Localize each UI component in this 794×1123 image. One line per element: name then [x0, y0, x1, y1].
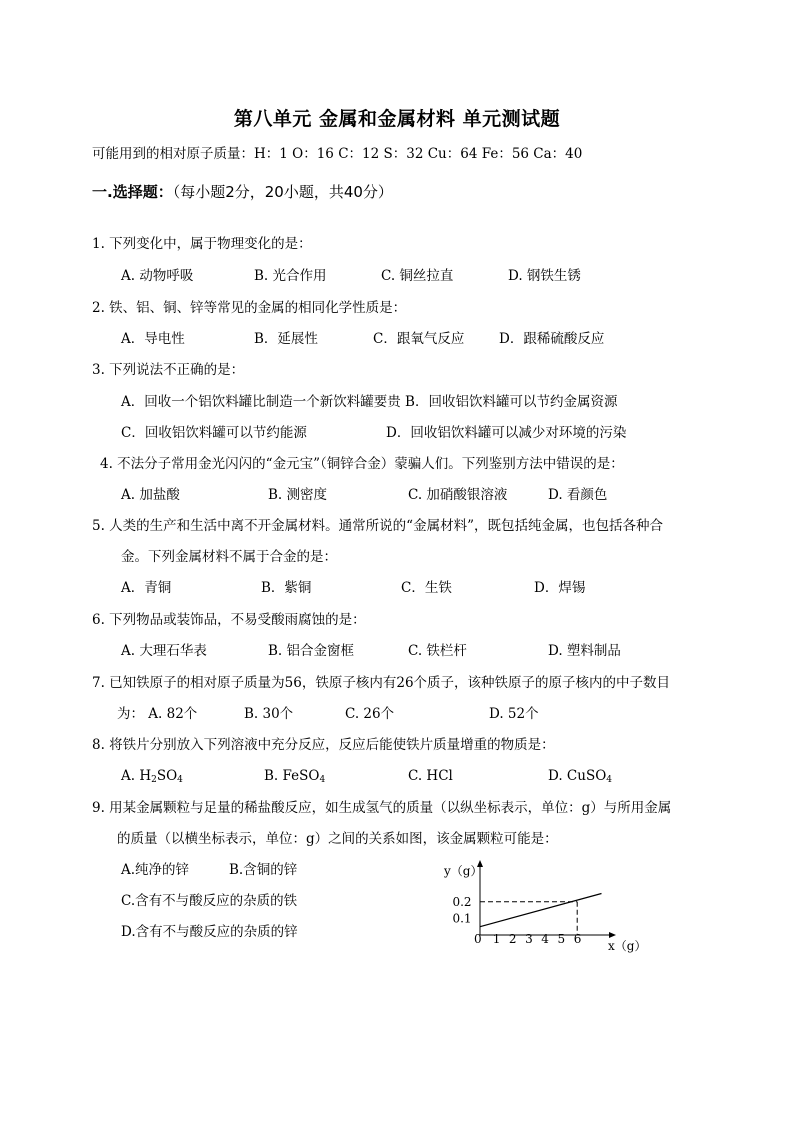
- q6-stem: 6. 下列物品或装饰品，不易受酸雨腐蚀的是：: [92, 612, 366, 628]
- x-tick-label: 6: [573, 932, 582, 946]
- q9-stem-line2: 的质量（以横坐标表示，单位：g）之间的关系如图，该金属颗粒可能是：: [117, 831, 558, 847]
- q2-option-b: B．延展性: [254, 331, 318, 347]
- q8-d-subscript: 4: [606, 775, 612, 785]
- q4-option-d: D. 看颜色: [548, 487, 608, 503]
- q9-option-c: C.含有不与酸反应的杂质的铁: [121, 893, 298, 909]
- q2-stem: 2. 铁、铝、铜、锌等常见的金属的相同化学性质是：: [92, 300, 407, 316]
- y-tick-label: 0.2: [452, 894, 472, 909]
- q5-option-b: B．紫铜: [261, 580, 312, 596]
- q5-option-d: D．焊锡: [534, 580, 586, 596]
- x-axis-label: x（g）: [608, 939, 647, 953]
- q6-option-b: B. 铝合金窗框: [268, 643, 355, 659]
- q6-option-c: C. 铁栏杆: [408, 643, 467, 659]
- q4-option-b: B. 测密度: [268, 487, 328, 503]
- q8-a-subscript1: 2: [151, 775, 157, 785]
- q8-option-a: [121, 768, 183, 784]
- q9-option-b: B.含铜的锌: [229, 862, 298, 878]
- q4-option-a: A. 加盐酸: [121, 487, 180, 503]
- q9-graph: [430, 852, 650, 964]
- q1-option-c: C. 铜丝拉直: [381, 268, 454, 284]
- q8-option-c: C. HCl: [408, 768, 453, 784]
- q1-stem: 1. 下列变化中，属于物理变化的是：: [92, 236, 312, 252]
- x-tick-label: 0: [474, 932, 482, 946]
- q8-option-d: [548, 768, 612, 784]
- q7-stem-line2: 为： A. 82个: [117, 706, 198, 722]
- page-title: 第八单元 金属和金属材料 单元测试题: [233, 108, 561, 130]
- q5-stem-line1: 5. 人类的生产和生活中离不开金属材料。通常所说的“金属材料”，既包括纯金属，也包括各种合: [92, 518, 663, 534]
- q3-option-d: D．回收铝饮料罐可以减少对环境的污染: [386, 425, 627, 441]
- q7-option-b: B. 30个: [244, 706, 294, 722]
- q8-a-subscript2: 4: [177, 775, 183, 785]
- q1-option-a: A. 动物呼吸: [121, 268, 194, 284]
- q5-option-a: A．青铜: [121, 580, 172, 596]
- q7-option-d: D. 52个: [489, 706, 539, 722]
- q7-option-c: C. 26个: [345, 706, 395, 722]
- q4-stem: 4. 不法分子常用金光闪闪的“金元宝”（铜锌合金）蒙骗人们。下列鉴别方法中错误的是：: [100, 456, 624, 472]
- q4-option-c: C. 加硝酸银溶液: [408, 487, 508, 503]
- q9-option-a: A.纯净的锌: [121, 862, 190, 878]
- section-title: 一.选择题：: [92, 183, 173, 201]
- q7-stem-line1: 7. 已知铁原子的相对原子质量为56，铁原子核内有26个质子，该种铁原子的原子核内的中子数目: [92, 675, 671, 691]
- q2-option-c: C．跟氧气反应: [373, 331, 465, 347]
- q8-d-text: D. CuSO: [548, 768, 607, 784]
- y-axis-label: y（g）: [444, 864, 483, 878]
- q1-option-d: D. 钢铁生锈: [508, 268, 581, 284]
- atomic-mass-line: 可能用到的相对原子质量：H：1 O：16 C：12 S：32 Cu：64 Fe：56 Ca：40: [92, 146, 583, 162]
- q8-a-text: A. H: [121, 768, 152, 784]
- x-tick-label: 4: [541, 932, 549, 946]
- q6-option-a: A. 大理石华表: [121, 643, 207, 659]
- q5-option-c: C．生铁: [401, 580, 452, 596]
- q8-b-text: B. FeSO: [264, 768, 320, 784]
- series-line: [480, 894, 602, 927]
- q6-option-d: D. 塑料制品: [548, 643, 621, 659]
- q9-stem-line1: 9. 用某金属颗粒与足量的稀盐酸反应，如生成氢气的质量（以纵坐标表示，单位：g）与所用金属: [92, 800, 672, 816]
- x-tick-label: 3: [525, 932, 533, 946]
- x-tick-label: 5: [557, 932, 566, 946]
- q3-option-c: C．回收铝饮料罐可以节约能源: [121, 425, 307, 441]
- q8-option-b: [264, 768, 325, 784]
- x-tick-label: 2: [508, 932, 517, 946]
- q9-option-d: D.含有不与酸反应的杂质的锌: [121, 924, 298, 940]
- q2-option-a: A．导电性: [121, 331, 185, 347]
- y-tick-label: 0.1: [452, 911, 472, 926]
- section-points: （每小题2分，20小题，共40分）: [172, 183, 393, 201]
- q8-stem: 8. 将铁片分别放入下列溶液中充分反应，反应后能使铁片质量增重的物质是：: [92, 737, 555, 753]
- q3-option-a-b: A．回收一个铝饮料罐比制造一个新饮料罐要贵 B．回收铝饮料罐可以节约金属资源: [121, 394, 618, 410]
- x-axis-arrow: [609, 932, 616, 938]
- section-heading: [92, 184, 393, 200]
- q2-option-d: D．跟稀硫酸反应: [499, 331, 605, 347]
- q8-b-subscript: 4: [319, 775, 326, 785]
- q1-option-b: B. 光合作用: [254, 268, 327, 284]
- q3-stem: 3. 下列说法不正确的是：: [92, 362, 245, 378]
- q5-stem-line2: 金。下列金属材料不属于合金的是：: [121, 549, 337, 565]
- x-tick-label: 1: [492, 932, 501, 946]
- q8-a-text2: SO: [156, 768, 178, 784]
